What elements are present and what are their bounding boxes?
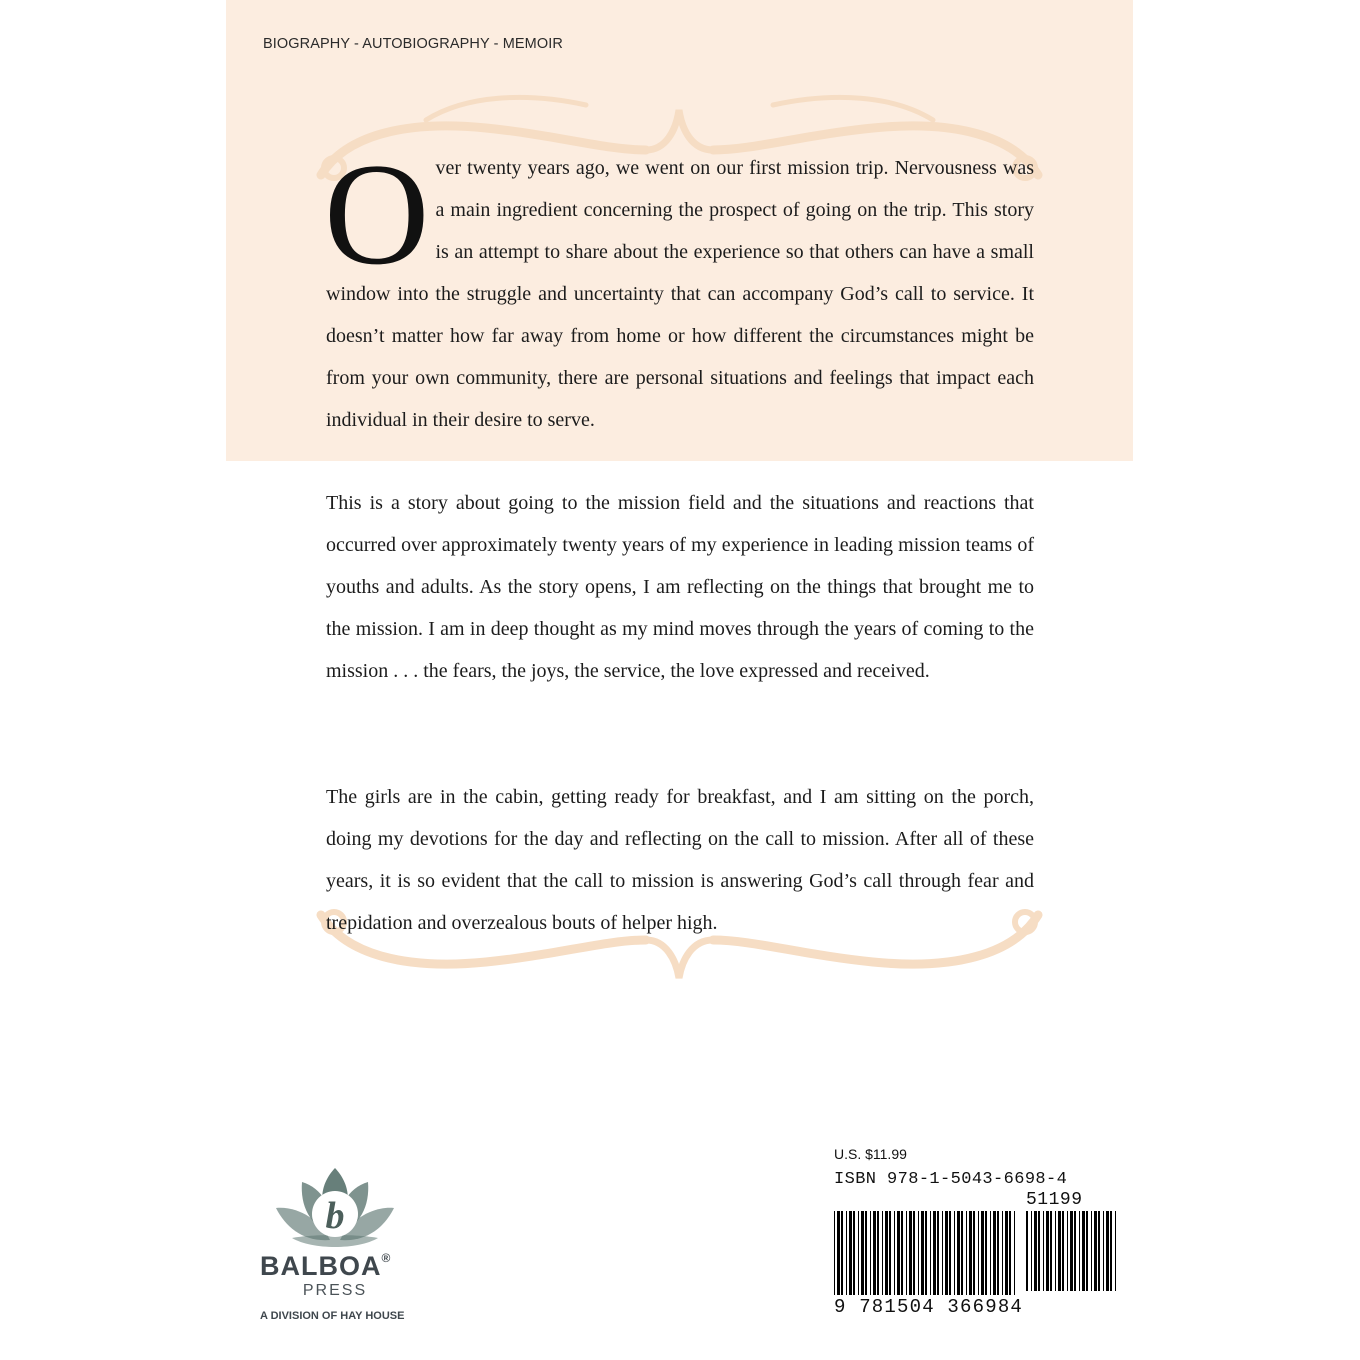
barcode-bar: [865, 1211, 867, 1295]
barcode-bar: [933, 1211, 936, 1295]
barcode-bar: [925, 1211, 927, 1295]
barcode-bar: [942, 1211, 943, 1295]
barcode-bar: [853, 1211, 855, 1295]
description-paragraph-2: This is a story about going to the mission field and the situations and reactions that occurred over approximately twenty years of my experience in leading mission teams of youths and adults. As the story opens, I am reflecting on the things that brought me to the mission. I am in deep thought as my mind moves through the years of coming to the mission . . . the fears, the joys, the service, the love expressed and received.: [326, 492, 1034, 682]
barcode-bar: [889, 1211, 891, 1295]
barcode-bar: [897, 1211, 900, 1295]
category-label: BIOGRAPHY - AUTOBIOGRAPHY - MEMOIR: [263, 36, 563, 52]
barcode-bar: [1009, 1211, 1011, 1295]
book-back-cover: [226, 0, 1133, 1360]
barcode-bar: [870, 1211, 871, 1295]
barcode-bar: [993, 1211, 996, 1295]
barcode-bar: [973, 1211, 975, 1295]
barcode-bar: [877, 1211, 879, 1295]
barcode-bar: [1074, 1211, 1076, 1291]
barcode-bar: [1038, 1211, 1040, 1291]
barcode-bar: [837, 1211, 840, 1295]
barcode-bar: [913, 1211, 915, 1295]
price-addon-code: 51199: [1026, 1190, 1083, 1210]
barcode-bar: [1005, 1211, 1008, 1295]
barcode-bar: [990, 1211, 991, 1295]
paragraph-1-text: ver twenty years ago, we went on our first mission trip. Nervousness was a main ingredient concerning the prospect of going on the trip. This story is an attempt to share about the experience so that others can have a small window into the struggle and uncertainty that can accompany God’s call to service. It doesn’t matter how far away from home or how different the circumstances might be from your own community, there are personal situations and feelings that impact each individual in their desire to serve.: [326, 157, 1034, 431]
barcode-bar: [937, 1211, 939, 1295]
description-paragraph-1: [324, 133, 1034, 441]
barcode-bar: [885, 1211, 888, 1295]
barcode-bar: [1050, 1211, 1052, 1291]
barcode-bar: [949, 1211, 951, 1295]
barcode-bar: [849, 1211, 852, 1295]
barcode-bar: [882, 1211, 883, 1295]
barcode-bar: [954, 1211, 955, 1295]
barcode-bar: [846, 1211, 847, 1295]
barcode-bar: [1043, 1211, 1044, 1291]
svg-text:b: b: [325, 1195, 345, 1237]
barcode-bar: [858, 1211, 859, 1295]
barcode-bar: [1062, 1211, 1064, 1291]
publisher-division: A DIVISION OF HAY HOUSE: [260, 1310, 405, 1322]
barcode-bar: [1091, 1211, 1092, 1291]
publisher-logo: [260, 1164, 410, 1322]
barcode-bar: [985, 1211, 987, 1295]
barcode-bar: [1058, 1211, 1061, 1291]
barcode-bar: [969, 1211, 972, 1295]
barcode-bar: [1067, 1211, 1068, 1291]
barcode-bar: [861, 1211, 864, 1295]
barcode-bar: [1055, 1211, 1056, 1291]
barcode-bar: [1103, 1211, 1104, 1291]
barcode-bar: [1094, 1211, 1097, 1291]
barcode-bar: [961, 1211, 963, 1295]
barcode-bar: [906, 1211, 907, 1295]
registered-mark: ®: [381, 1251, 392, 1265]
barcode-bar: [966, 1211, 967, 1295]
barcode-bar: [1026, 1211, 1028, 1291]
drop-cap: O: [324, 133, 430, 295]
barcode-bar: [921, 1211, 924, 1295]
barcode-bar: [1046, 1211, 1049, 1291]
barcode-bar: [957, 1211, 960, 1295]
price-label: U.S. $11.99: [834, 1146, 907, 1162]
barcode-bar: [978, 1211, 979, 1295]
barcode-bar: [841, 1211, 843, 1295]
barcode-bar: [873, 1211, 876, 1295]
barcode-bar: [997, 1211, 999, 1295]
barcode-bar: [945, 1211, 948, 1295]
barcode-bar: [1098, 1211, 1100, 1291]
barcode-bar: [1002, 1211, 1003, 1295]
description-paragraph-3: The girls are in the cabin, getting ready for breakfast, and I am sitting on the porch, doing my devotions for the day and reflecting on the call to mission. After all of these years, it is so evident that the call to mission is answering God’s call through fear and trepidation and overzealous bouts of helper high.: [326, 786, 1034, 934]
ean-digits: 9 781504 366984: [834, 1296, 1024, 1318]
publisher-sub: PRESS: [302, 1282, 368, 1299]
barcode-bar: [918, 1211, 919, 1295]
isbn-label: ISBN 978-1-5043-6698-4: [834, 1170, 1068, 1189]
barcode-bar: [981, 1211, 984, 1295]
barcode-bar: [1031, 1211, 1032, 1291]
barcode-bar: [1079, 1211, 1080, 1291]
barcode-bar: [1110, 1211, 1112, 1291]
barcode-bar: [1034, 1211, 1037, 1291]
barcode-bar: [894, 1211, 895, 1295]
barcode-icon: [834, 1211, 1116, 1297]
barcode-bar: [1082, 1211, 1085, 1291]
barcode-bar: [1115, 1211, 1116, 1291]
barcode-bar: [909, 1211, 912, 1295]
barcode-bar: [901, 1211, 903, 1295]
barcode-bar: [1014, 1211, 1015, 1295]
barcode-bar: [1086, 1211, 1088, 1291]
barcode-bar: [1106, 1211, 1109, 1291]
barcode-bar: [1070, 1211, 1073, 1291]
barcode-bar: [834, 1211, 835, 1295]
barcode-bar: [930, 1211, 931, 1295]
lotus-icon: [272, 1164, 398, 1254]
publisher-name: BALBOA®: [260, 1251, 392, 1281]
